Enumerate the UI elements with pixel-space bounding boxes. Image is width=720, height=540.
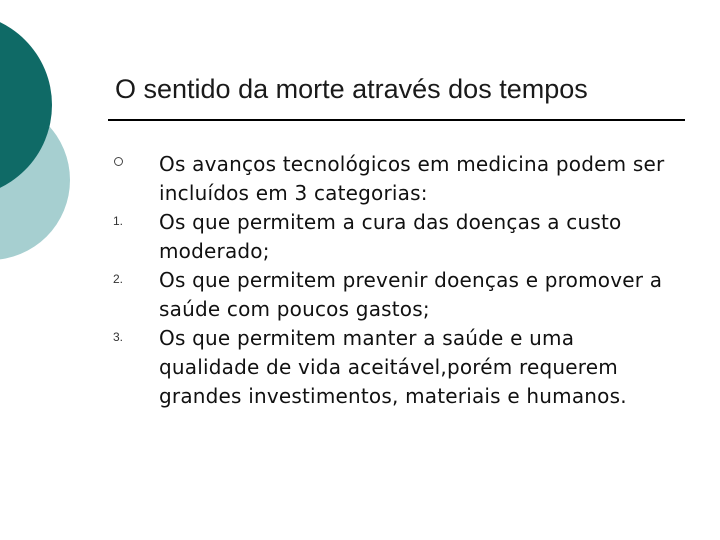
list-item (113, 266, 673, 324)
decorative-circles (0, 0, 120, 300)
list-item (113, 324, 673, 411)
list-number: 3. (113, 330, 124, 344)
list-item-text: Os que permitem prevenir doenças e promover a saúde com poucos gastos; (159, 268, 663, 321)
bullet-list (113, 150, 673, 411)
list-item (113, 150, 673, 208)
list-item-text: Os avanços tecnológicos em medicina podem ser incluídos em 3 categorias: (159, 152, 665, 205)
circle-bullet-icon (114, 157, 123, 166)
slide-title: O sentido da morte através dos tempos (115, 74, 588, 104)
list-number: 2. (113, 272, 124, 286)
list-item-text: Os que permitem manter a saúde e uma qualidade de vida aceitável,porém requerem grandes investimentos, materiais e humanos. (159, 326, 627, 408)
title-underline (108, 119, 685, 121)
list-item (113, 208, 673, 266)
list-number: 1. (113, 214, 124, 228)
list-item-text: Os que permitem a cura das doenças a custo moderado; (159, 210, 622, 263)
